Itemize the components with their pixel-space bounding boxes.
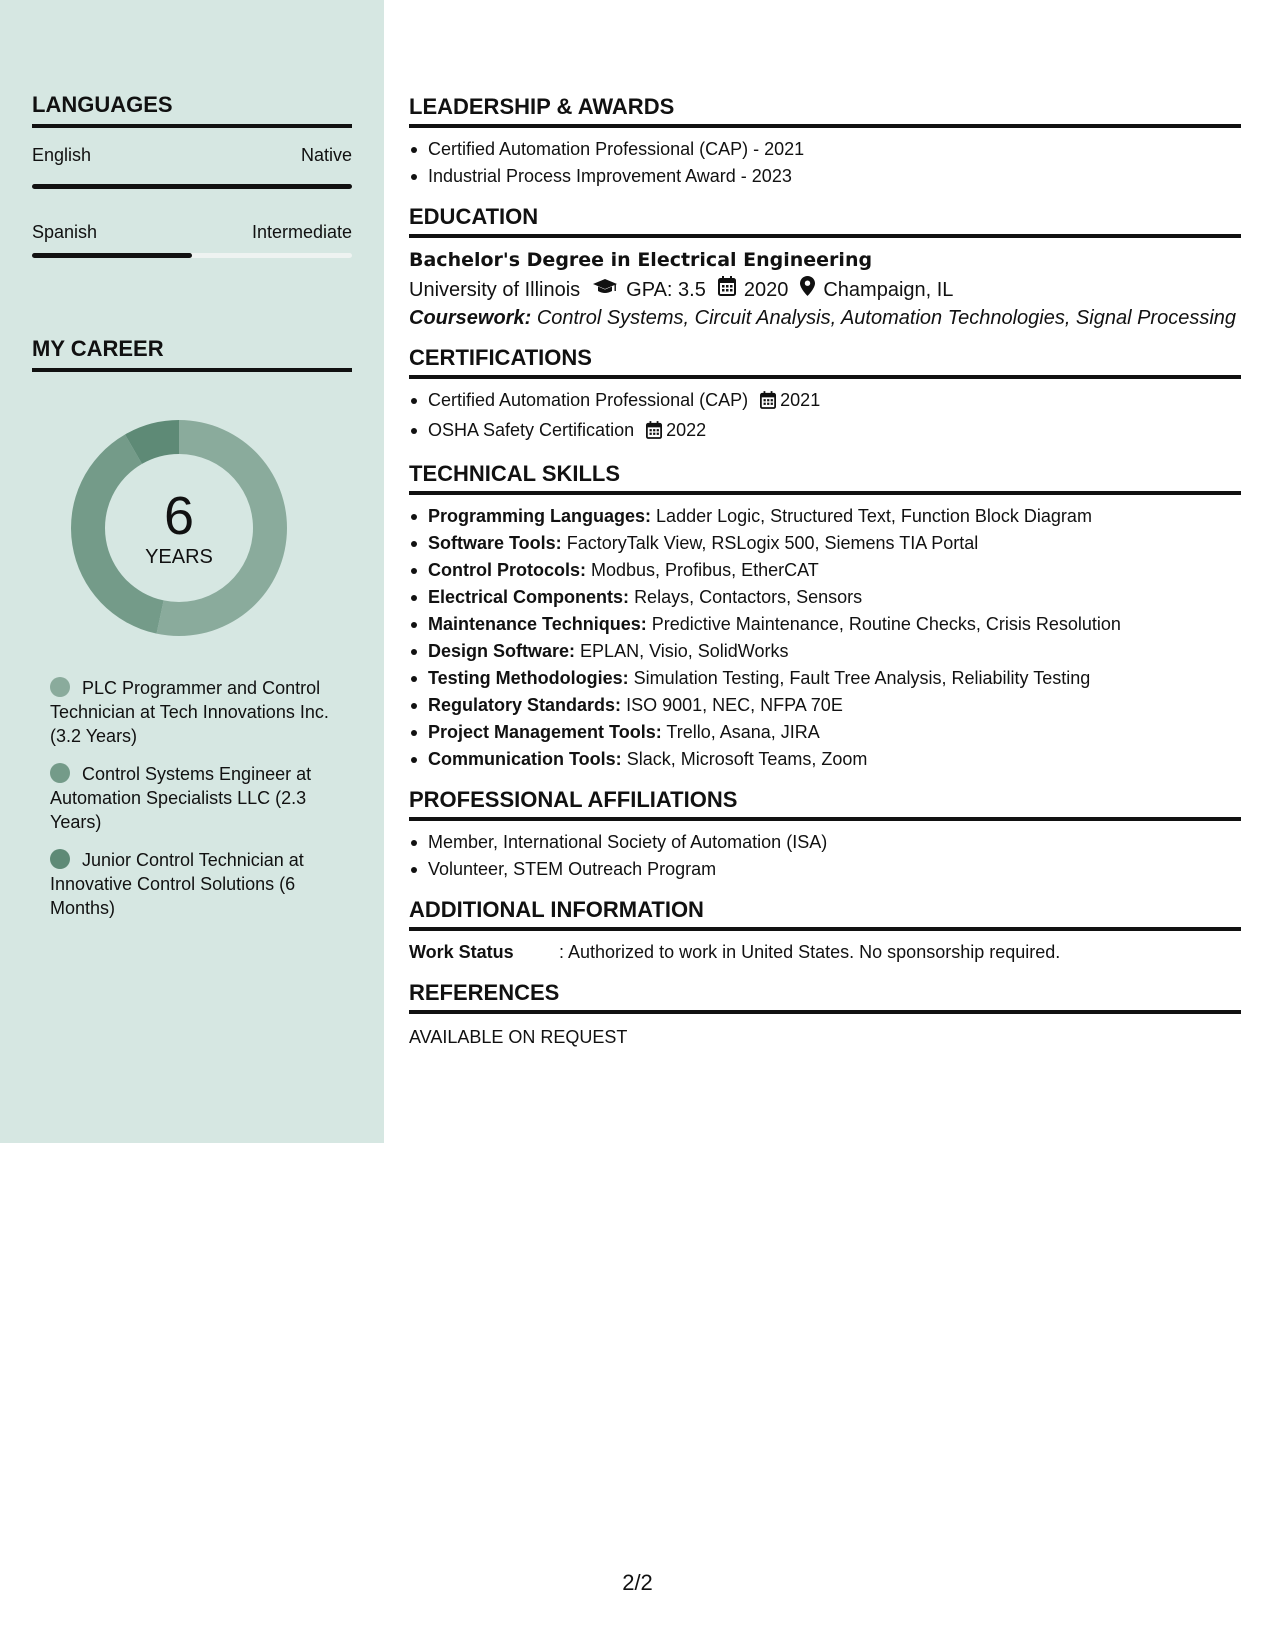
list-item [409,557,1241,584]
skill-value: Trello, Asana, JIRA [666,722,820,742]
list-item: Industrial Process Improvement Award - 2023 [409,163,1241,190]
list-item [409,719,1241,746]
list-item [409,503,1241,530]
list-item: Certified Automation Professional (CAP) - 2021 [409,136,1241,163]
skill-label: Maintenance Techniques: [428,614,647,634]
legend-dot-icon [50,677,70,697]
language-name: Spanish [32,222,98,242]
list-item [409,611,1241,638]
skill-value: Slack, Microsoft Teams, Zoom [626,749,868,769]
skill-value: Relays, Contactors, Sensors [634,587,863,607]
skill-label: Design Software: [428,641,576,661]
education-degree: Bachelor's Degree in Electrical Engineering [409,249,873,271]
graduation-cap-icon [592,274,618,306]
skill-label: Testing Methodologies: [428,668,629,688]
skill-label: Control Protocols: [428,560,586,580]
career-total-unit: YEARS [145,545,213,568]
work-status-row [409,939,1241,966]
education-gpa: GPA: 3.5 [626,279,706,301]
skill-value: FactoryTalk View, RSLogix 500, Siemens TIA Portal [566,533,979,553]
career-total [66,415,292,641]
references-section [409,980,1241,1052]
list-item [409,665,1241,692]
skill-value: Simulation Testing, Fault Tree Analysis, Reliability Testing [633,668,1091,688]
education-location: Champaign, IL [823,279,954,301]
language-english [32,145,352,166]
career-item-label: PLC Programmer and Control Technician at Tech Innovations Inc. (3.2 Years) [50,678,329,746]
certifications-section [409,345,1241,447]
skill-value: Predictive Maintenance, Routine Checks, Crisis Resolution [651,614,1121,634]
language-bar-fill [32,253,192,258]
skill-label: Electrical Components: [428,587,630,607]
certification-year: 2022 [666,420,707,440]
skill-value: EPLAN, Visio, SolidWorks [580,641,789,661]
leadership-heading: LEADERSHIP & AWARDS [409,94,1241,128]
map-pin-icon [800,274,815,306]
certification-year: 2021 [780,390,821,410]
education-year: 2020 [743,279,789,301]
skill-value: ISO 9001, NEC, NFPA 70E [626,695,843,715]
language-level: Native [300,145,352,165]
calendar-icon [718,274,736,306]
education-school: University of Illinois [409,279,581,301]
affiliations-section [409,787,1241,883]
skill-value: Ladder Logic, Structured Text, Function Block Diagram [656,506,1092,526]
certifications-heading: CERTIFICATIONS [409,345,1241,379]
references-heading: REFERENCES [409,980,1241,1014]
work-status-label: Work Status [409,942,514,962]
education-section [409,204,1241,331]
skills-list [409,503,1241,773]
education-heading: EDUCATION [409,204,1241,238]
list-item [409,417,1241,447]
list-item [409,638,1241,665]
career-item [50,762,340,834]
leadership-list [409,136,1241,190]
language-spanish [32,222,352,243]
page-number: 2/2 [622,1570,653,1595]
work-status-value: : Authorized to work in United States. No sponsorship required. [559,942,1061,962]
career-item [50,676,340,748]
skill-label: Regulatory Standards: [428,695,622,715]
leadership-section [409,94,1241,190]
list-item: Volunteer, STEM Outreach Program [409,856,1241,883]
language-bar-spanish [32,253,352,258]
career-heading: MY CAREER [32,336,352,372]
career-legend [50,676,340,934]
career-item-label: Junior Control Technician at Innovative Control Solutions (6 Months) [50,850,304,918]
language-bar-english [32,184,352,189]
list-item [409,584,1241,611]
additional-heading: ADDITIONAL INFORMATION [409,897,1241,931]
skills-heading: TECHNICAL SKILLS [409,461,1241,495]
list-item [409,387,1241,417]
skill-label: Project Management Tools: [428,722,662,742]
sidebar [0,0,384,1143]
language-name: English [32,145,92,165]
skill-value: Modbus, Profibus, EtherCAT [591,560,819,580]
calendar-icon [646,420,662,447]
legend-dot-icon [50,849,70,869]
skill-label: Communication Tools: [428,749,622,769]
list-item [409,530,1241,557]
education-coursework [409,306,1241,331]
calendar-icon [760,390,776,417]
certifications-list [409,387,1241,447]
list-item: Member, International Society of Automation (ISA) [409,829,1241,856]
list-item [409,692,1241,719]
language-bar-fill [32,184,352,189]
language-level: Intermediate [251,222,352,242]
languages-heading: LANGUAGES [32,92,352,128]
career-donut-chart [66,415,292,641]
references-text: AVAILABLE ON REQUEST [409,1027,628,1047]
additional-section [409,897,1241,966]
skill-label: Software Tools: [428,533,562,553]
affiliations-list [409,829,1241,883]
education-meta [409,274,1241,306]
career-total-value: 6 [163,485,195,546]
coursework-label: Coursework: [409,307,532,329]
certification-name: Certified Automation Professional (CAP) [428,390,749,410]
skill-label: Programming Languages: [428,506,652,526]
main-content [409,94,1241,1066]
career-item-label: Control Systems Engineer at Automation Specialists LLC (2.3 Years) [50,764,312,832]
list-item [409,746,1241,773]
career-item [50,848,340,920]
coursework-value: Control Systems, Circuit Analysis, Automation Technologies, Signal Processing [536,307,1237,329]
affiliations-heading: PROFESSIONAL AFFILIATIONS [409,787,1241,821]
skills-section [409,461,1241,773]
certification-name: OSHA Safety Certification [428,420,635,440]
legend-dot-icon [50,763,70,783]
